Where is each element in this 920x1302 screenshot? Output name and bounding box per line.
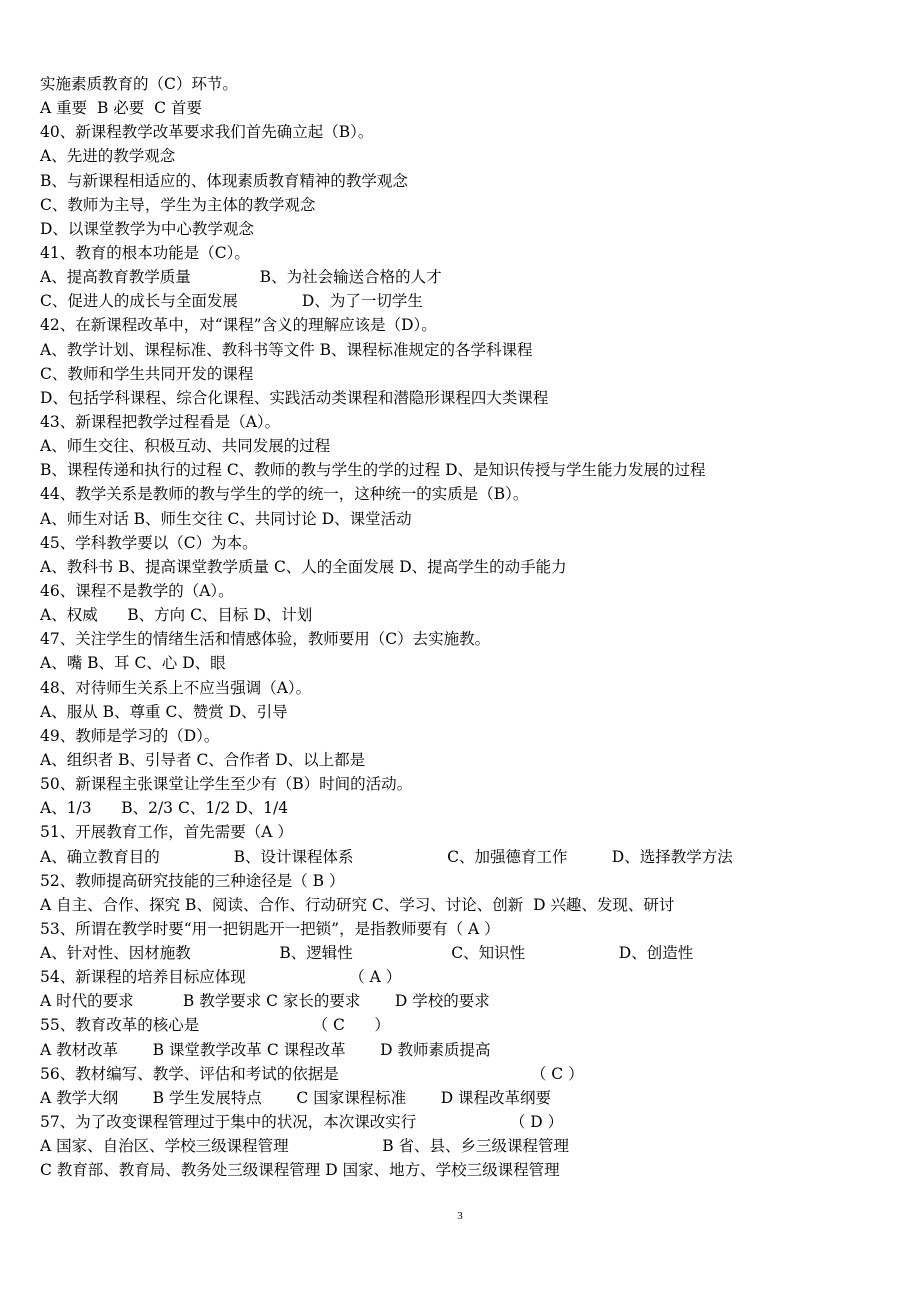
text-line: 45、学科教学要以（C）为本。 bbox=[40, 533, 258, 552]
text-line: 44、教学关系是教师的教与学生的学的统一，这种统一的实质是（B）。 bbox=[40, 485, 529, 504]
text-line: 54、新课程的培养目标应体现 （ A ） bbox=[40, 968, 402, 987]
text-line: C、促进人的成长与全面发展 D、为了一切学生 bbox=[40, 292, 423, 311]
text-line: A 教学大纲 B 学生发展特点 C 国家课程标准 D 课程改革纲要 bbox=[40, 1088, 552, 1107]
text-line: A、师生交往、积极互动、共同发展的过程 bbox=[40, 437, 331, 456]
text-line: D、包括学科课程、综合化课程、实践活动类课程和潜隐形课程四大类课程 bbox=[40, 388, 549, 407]
text-line: 47、关注学生的情绪生活和情感体验，教师要用（C）去实施教。 bbox=[40, 630, 491, 649]
text-line: A、服从 B、尊重 C、赞赏 D、引导 bbox=[40, 702, 288, 721]
text-line: A、组织者 B、引导者 C、合作者 D、以上都是 bbox=[40, 750, 366, 769]
text-line: C 教育部、教育局、教务处三级课程管理 D 国家、地方、学校三级课程管理 bbox=[40, 1161, 560, 1180]
page-number: 3 bbox=[457, 1210, 463, 1222]
text-line: A、教科书 B、提高课堂教学质量 C、人的全面发展 D、提高学生的动手能力 bbox=[40, 557, 567, 576]
text-line: B、课程传递和执行的过程 C、教师的教与学生的学的过程 D、是知识传授与学生能力发展的过程 bbox=[40, 461, 706, 480]
text-line: 46、课程不是教学的（A）。 bbox=[40, 581, 234, 600]
text-line: 51、开展教育工作，首先需要（A ） bbox=[40, 823, 293, 842]
text-line: 实施素质教育的（C）环节。 bbox=[40, 75, 238, 93]
text-line: 42、在新课程改革中，对“课程”含义的理解应该是（D）。 bbox=[40, 316, 437, 335]
text-line: D、以课堂教学为中心教学观念 bbox=[40, 219, 254, 238]
text-line: 53、所谓在教学时要“用一把钥匙开一把锁”，是指教师要有（ A ） bbox=[40, 919, 500, 938]
text-line: 56、教材编写、教学、评估和考试的依据是 （ C ） bbox=[40, 1064, 584, 1083]
text-line: A、提高教育教学质量 B、为社会输送合格的人才 bbox=[40, 268, 442, 287]
text-line: A、先进的教学观念 bbox=[40, 147, 176, 166]
text-line: B、与新课程相适应的、体现素质教育精神的教学观念 bbox=[40, 171, 408, 190]
text-line: 49、教师是学习的（D）。 bbox=[40, 726, 220, 745]
text-line: 48、对待师生关系上不应当强调（A）。 bbox=[40, 678, 312, 697]
text-line: 43、新课程把教学过程看是（A）。 bbox=[40, 412, 281, 431]
text-line: 40、新课程教学改革要求我们首先确立起（B）。 bbox=[40, 123, 374, 142]
text-line: C、教师为主导，学生为主体的教学观念 bbox=[40, 195, 316, 214]
text-line: 52、教师提高研究技能的三种途径是（ B ） bbox=[40, 871, 345, 890]
text-line: A 教材改革 B 课堂教学改革 C 课程改革 D 教师素质提高 bbox=[40, 1040, 491, 1059]
text-line: 41、教育的根本功能是（C）。 bbox=[40, 243, 250, 262]
text-line: C、教师和学生共同开发的课程 bbox=[40, 364, 254, 383]
text-line: A、权威 B、方向 C、目标 D、计划 bbox=[40, 606, 313, 625]
document-body bbox=[40, 72, 910, 1182]
text-line: 57、为了改变课程管理过于集中的状况，本次课改实行 （ D ） bbox=[40, 1113, 564, 1132]
text-line: A、针对性、因材施教 B、逻辑性 C、知识性 D、创造性 bbox=[40, 944, 694, 963]
text-line: A 国家、自治区、学校三级课程管理 B 省、县、乡三级课程管理 bbox=[40, 1137, 570, 1156]
text-line: A 自主、合作、探究 B、阅读、合作、行动研究 C、学习、讨论、创新 D 兴趣、发现、研讨 bbox=[40, 895, 675, 914]
text-line: A、师生对话 B、师生交往 C、共同讨论 D、课堂活动 bbox=[40, 509, 412, 528]
text-line: A、1/3 B、2/3 C、1/2 D、1/4 bbox=[40, 799, 289, 818]
text-line: 50、新课程主张课堂让学生至少有（B）时间的活动。 bbox=[40, 775, 413, 794]
text-line: 55、教育改革的核心是 （ C ） bbox=[40, 1016, 390, 1035]
text-line: A、教学计划、课程标准、教科书等文件 B、课程标准规定的各学科课程 bbox=[40, 340, 533, 359]
text-line: A 重要 B 必要 C 首要 bbox=[40, 99, 202, 118]
text-line: A、确立教育目的 B、设计课程体系 C、加强德育工作 D、选择教学方法 bbox=[40, 847, 733, 866]
text-line: A、嘴 B、耳 C、心 D、眼 bbox=[40, 654, 226, 673]
text-line: A 时代的要求 B 教学要求 C 家长的要求 D 学校的要求 bbox=[40, 992, 490, 1011]
